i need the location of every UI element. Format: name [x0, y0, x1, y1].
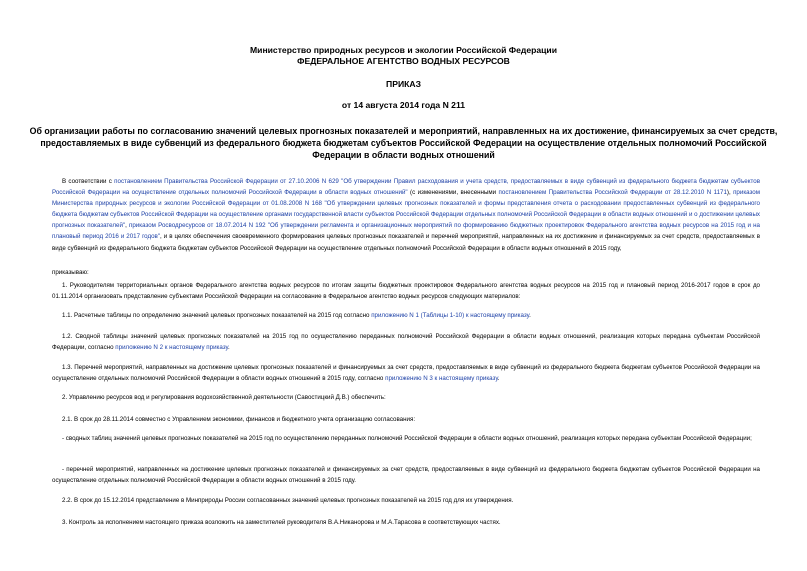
item-1-3-end: . [497, 375, 500, 383]
agency-name: ФЕДЕРАЛЬНОЕ АГЕНТСТВО ВОДНЫХ РЕСУРСОВ [297, 56, 510, 66]
doc-type: ПРИКАЗ [386, 79, 421, 89]
item-2: 2. Управлению ресурсов вод и регулирования водохозяйственной деятельности (Савостицкий Д.В.) обеспечить: [62, 394, 386, 401]
link-appendix-1[interactable]: приложению N 1 (Таблицы 1-10) к настоящему приказу [371, 312, 530, 319]
item-1-1-end: . [529, 312, 531, 319]
preamble-text-2: (с изменениями, внесенными [407, 189, 499, 197]
order-word: приказываю: [52, 269, 89, 276]
ministry-name: Министерство природных ресурсов и экологии Российской Федерации [250, 45, 557, 55]
link-prikaz-168[interactable]: приказом Министерства природных ресурсов и экологии Российской Федерации от 01.08.2008 N 168 "Об утверждении целевых прогнозных показателей и формы представления отчета о расходовании предоставленных субвенций из федерального бюджета бюджетам субъектов Российской Федерации на осуществление органами государственной власти субъектов Российской Федерации отдельных полномочий Российской Федерации в области водных отношений и о достижении целевых прогнозных показателей" [52, 189, 761, 230]
item-1: 1. Руководителям территориальных органов Федерального агентства водных ресурсов по итогам защиты бюджетных проектировок Федерального агентства водных ресурсов на 2015 год и плановый период 2016-2017 годов в срок до 01.11.2014 организовать представление субъектами Российской Федерации на согласование в Федеральное агентство водных ресурсов следующих материалов: [52, 282, 760, 301]
link-prikaz-192[interactable]: приказом Росводресурсов от 18.07.2014 N 192 "Об утверждении регламента и организационных мероприятий по формированию бюджетных проектировок Федерального агентства водных ресурсов на 2015 год и на плановый период 2016 и 2017 годов" [52, 222, 760, 241]
preamble-text-4: , [125, 222, 130, 230]
item-1-1-text: 1.1. Расчетные таблицы по определению значений целевых прогнозных показателей на 2015 год согласно [62, 312, 372, 319]
item-2-1: 2.1. В срок до 28.11.2014 совместно с Управлением экономики, финансов и бюджетного учета организацию согласования: [62, 416, 416, 423]
link-postanovlenie-1171[interactable]: постановлением Правительства Российской Федерации от 28.12.2010 N 1171 [498, 189, 727, 197]
item-1-1 [52, 310, 760, 321]
item-2-2: 2.2. В срок до 15.12.2014 представление в Минприроды России согласованных значений целевых прогнозных показателей на 2015 год для их утверждения. [62, 497, 514, 504]
link-appendix-2[interactable]: приложению N 2 к настоящему приказу [115, 344, 228, 352]
item-3: 3. Контроль за исполнением настоящего приказа возложить на заместителей руководителя В.А.Никанорова и М.А.Тарасова в соответствующих частях. [62, 519, 501, 526]
item-2-1-b: - перечней мероприятий, направленных на достижение целевых прогнозных показателей и финансируемых за счет средств, предоставляемых в виде субвенций из федерального бюджета бюджетам субъектов Российской Федерации на осуществление отдельных полномочий Российской Федерации в области водных отношений в 2015 году. [52, 466, 760, 485]
preamble-text-1: В соответствии с [62, 178, 115, 185]
item-2-1-a: - сводных таблиц значений целевых прогнозных показателей на 2015 год по осуществлению переданных полномочий Российской Федерации в области водных отношений, реализация которых передана субъектам Российской Федерации; [62, 435, 752, 442]
link-postanovlenie-629[interactable]: постановлением Правительства Российской Федерации от 27.10.2006 N 629 "Об утверждении Правил расходования и учета средств, предоставляемых в виде субвенций из федерального бюджета бюджетам субъектов Российской Федерации на осуществление отдельных полномочий Российской Федерации в области водных отношений" [52, 178, 760, 197]
doc-date: от 14 августа 2014 года N 211 [341, 100, 466, 110]
preamble-paragraph [52, 176, 760, 254]
document-title: Об организации работы по согласованию значений целевых прогнозных показателей и мероприятий, направленных на их достижение, финансируемых за счет средств, предоставляемых в виде субвенций из федерального бюджета бюджетам субъектов Российской Федерации на осуществление отдельных полномочий Российской Федерации в области водных отношений [29, 126, 778, 160]
item-1-2 [52, 331, 760, 353]
item-1-3 [52, 362, 760, 384]
item-1-3-text: 1.3. Перечней мероприятий, направленных на достижение целевых прогнозных показателей и финансируемых за счет средств, предоставляемых в виде субвенций из федерального бюджета бюджетам субъектов Российской Федерации на осуществление отдельных полномочий Российской Федерации в области водных отношений в 2015 году, согласно [52, 364, 760, 383]
item-1-2-end: . [228, 344, 230, 352]
link-appendix-3[interactable]: приложению N 3 к настоящему приказу [385, 375, 498, 383]
preamble-text-5: , и в целях обеспечения своевременного формирования целевых прогнозных показателей и перечней мероприятий, направленных на их достижение и финансируемых за счет средств, предоставляемых в виде субвенций из федерального бюджета бюджетам субъектов Российской Федерации на осуществление отдельных полномочий Российской Федерации в области водных отношений в 2015 году, [52, 233, 760, 252]
item-1-2-text: 1.2. Сводной таблицы значений целевых прогнозных показателей на 2015 год по осуществлению переданных полномочий Российской Федерации в области водных отношений, реализация которых передана субъектам Российской Федерации, согласно [52, 333, 760, 352]
preamble-text-3: ), [726, 189, 734, 197]
